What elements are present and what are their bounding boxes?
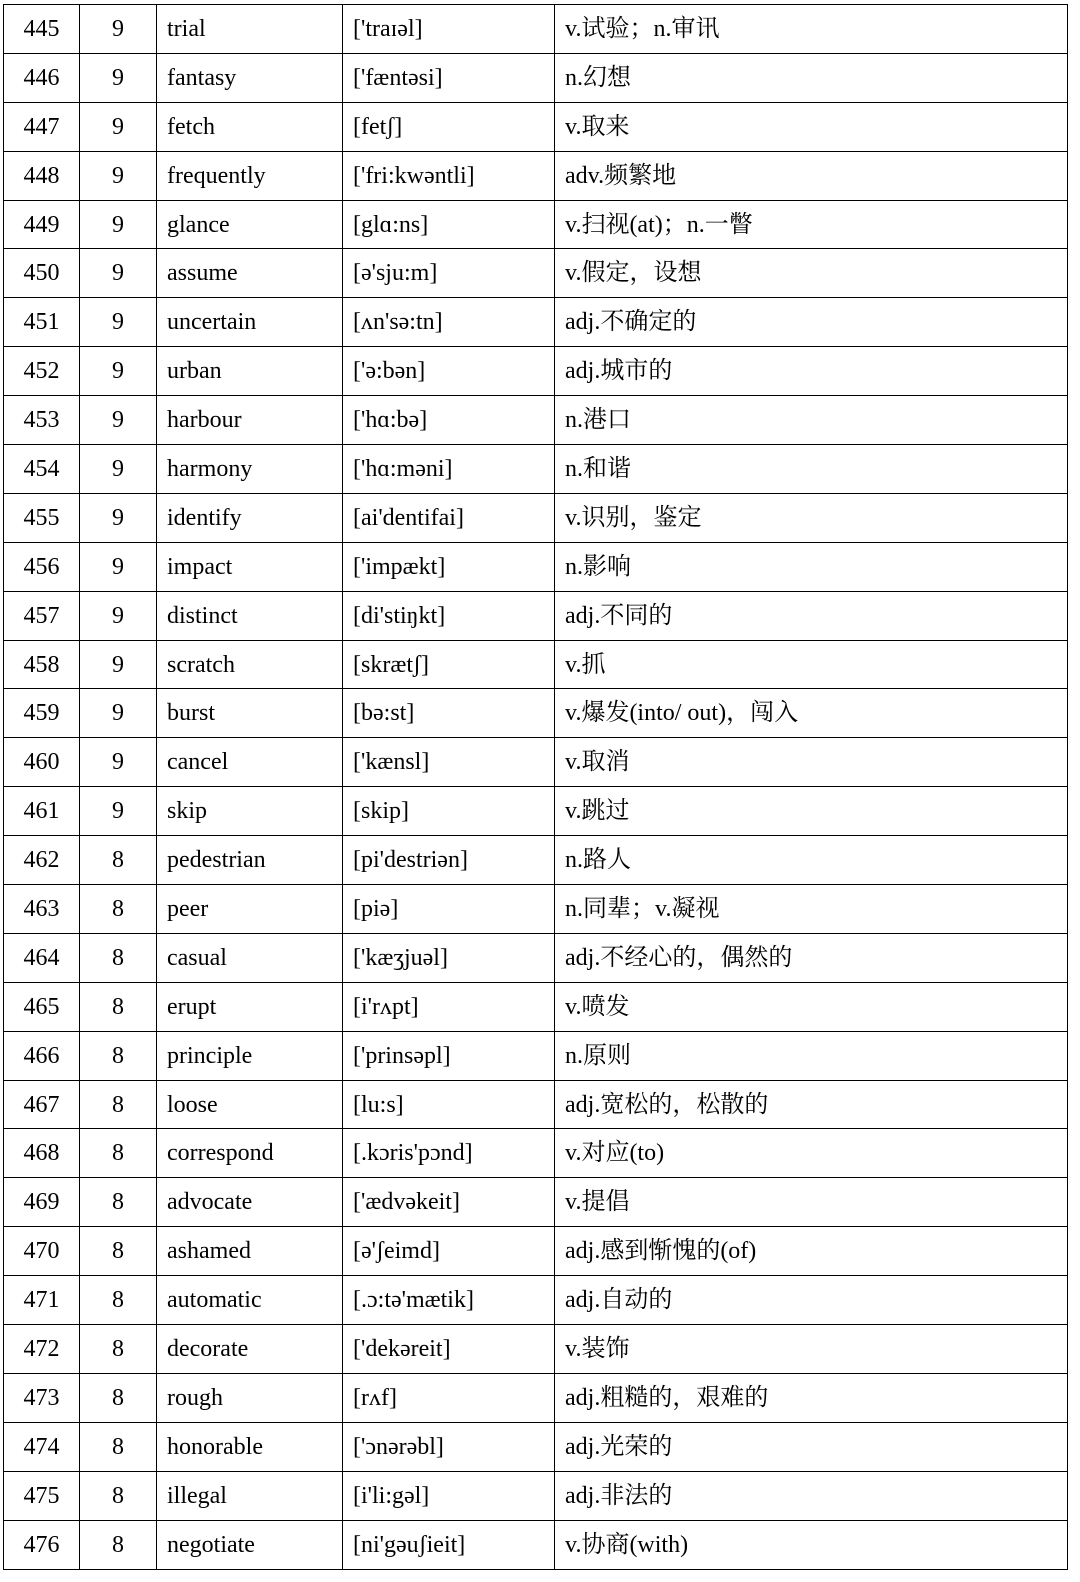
entry-phonetic: [bə:st] (343, 689, 555, 738)
entry-meaning: v.装饰 (555, 1325, 1068, 1374)
table-row (4, 1276, 1068, 1325)
entry-phonetic: [.kɔris'pɔnd] (343, 1129, 555, 1178)
entry-frequency: 9 (80, 738, 157, 787)
table-row (4, 1031, 1068, 1080)
entry-word: cancel (157, 738, 343, 787)
entry-number: 445 (4, 5, 80, 54)
entry-word: automatic (157, 1276, 343, 1325)
entry-word: pedestrian (157, 836, 343, 885)
entry-phonetic: [ai'dentifai] (343, 493, 555, 542)
table-row (4, 200, 1068, 249)
entry-number: 448 (4, 151, 80, 200)
entry-number: 464 (4, 933, 80, 982)
entry-phonetic: ['prinsəpl] (343, 1031, 555, 1080)
entry-frequency: 9 (80, 445, 157, 494)
entry-meaning: v.试验；n.审讯 (555, 5, 1068, 54)
entry-number: 447 (4, 102, 80, 151)
entry-word: erupt (157, 982, 343, 1031)
entry-number: 451 (4, 298, 80, 347)
entry-meaning: adj.城市的 (555, 347, 1068, 396)
table-row (4, 445, 1068, 494)
entry-phonetic: [lu:s] (343, 1080, 555, 1129)
entry-frequency: 8 (80, 1422, 157, 1471)
entry-frequency: 9 (80, 5, 157, 54)
table-row (4, 102, 1068, 151)
entry-frequency: 8 (80, 1178, 157, 1227)
entry-frequency: 8 (80, 1373, 157, 1422)
entry-phonetic: ['kænsl] (343, 738, 555, 787)
table-row (4, 1129, 1068, 1178)
entry-number: 467 (4, 1080, 80, 1129)
entry-meaning: v.抓 (555, 640, 1068, 689)
entry-phonetic: [fetʃ] (343, 102, 555, 151)
entry-meaning: v.提倡 (555, 1178, 1068, 1227)
entry-phonetic: ['ə:bən] (343, 347, 555, 396)
vocabulary-table-body (4, 5, 1068, 1570)
entry-meaning: adj.不确定的 (555, 298, 1068, 347)
entry-frequency: 9 (80, 640, 157, 689)
entry-word: loose (157, 1080, 343, 1129)
table-row (4, 933, 1068, 982)
table-row (4, 836, 1068, 885)
entry-frequency: 8 (80, 1080, 157, 1129)
entry-frequency: 8 (80, 1471, 157, 1520)
entry-word: honorable (157, 1422, 343, 1471)
entry-word: advocate (157, 1178, 343, 1227)
entry-word: frequently (157, 151, 343, 200)
entry-frequency: 9 (80, 493, 157, 542)
vocabulary-table (3, 4, 1068, 1570)
entry-meaning: v.对应(to) (555, 1129, 1068, 1178)
entry-word: assume (157, 249, 343, 298)
entry-number: 459 (4, 689, 80, 738)
entry-word: fetch (157, 102, 343, 151)
entry-number: 463 (4, 885, 80, 934)
table-row (4, 591, 1068, 640)
entry-phonetic: ['dekəreit] (343, 1325, 555, 1374)
entry-word: urban (157, 347, 343, 396)
table-row (4, 53, 1068, 102)
entry-number: 475 (4, 1471, 80, 1520)
entry-meaning: adj.宽松的，松散的 (555, 1080, 1068, 1129)
entry-frequency: 8 (80, 1276, 157, 1325)
entry-phonetic: [skip] (343, 787, 555, 836)
entry-phonetic: [.ɔ:tə'mætik] (343, 1276, 555, 1325)
entry-frequency: 9 (80, 542, 157, 591)
entry-number: 457 (4, 591, 80, 640)
table-row (4, 885, 1068, 934)
entry-meaning: adj.不同的 (555, 591, 1068, 640)
entry-word: illegal (157, 1471, 343, 1520)
entry-word: distinct (157, 591, 343, 640)
entry-word: negotiate (157, 1520, 343, 1569)
entry-phonetic: [ni'gəuʃieit] (343, 1520, 555, 1569)
entry-meaning: n.港口 (555, 396, 1068, 445)
entry-number: 465 (4, 982, 80, 1031)
entry-meaning: n.影响 (555, 542, 1068, 591)
table-row (4, 787, 1068, 836)
entry-number: 460 (4, 738, 80, 787)
table-row (4, 1471, 1068, 1520)
entry-frequency: 9 (80, 151, 157, 200)
entry-word: casual (157, 933, 343, 982)
entry-meaning: v.取来 (555, 102, 1068, 151)
entry-meaning: v.取消 (555, 738, 1068, 787)
entry-frequency: 9 (80, 102, 157, 151)
entry-meaning: v.喷发 (555, 982, 1068, 1031)
entry-number: 466 (4, 1031, 80, 1080)
entry-phonetic: ['fæntəsi] (343, 53, 555, 102)
entry-word: skip (157, 787, 343, 836)
entry-frequency: 9 (80, 200, 157, 249)
entry-number: 454 (4, 445, 80, 494)
entry-word: harmony (157, 445, 343, 494)
table-row (4, 298, 1068, 347)
entry-phonetic: ['fri:kwəntli] (343, 151, 555, 200)
entry-frequency: 8 (80, 1227, 157, 1276)
entry-phonetic: ['kæʒjuəl] (343, 933, 555, 982)
entry-number: 469 (4, 1178, 80, 1227)
entry-phonetic: ['traɪəl] (343, 5, 555, 54)
entry-word: impact (157, 542, 343, 591)
entry-meaning: adj.不经心的，偶然的 (555, 933, 1068, 982)
table-row (4, 249, 1068, 298)
entry-meaning: adv.频繁地 (555, 151, 1068, 200)
table-row (4, 5, 1068, 54)
entry-number: 462 (4, 836, 80, 885)
entry-word: rough (157, 1373, 343, 1422)
entry-frequency: 8 (80, 1031, 157, 1080)
table-row (4, 347, 1068, 396)
entry-frequency: 8 (80, 982, 157, 1031)
entry-meaning: adj.感到惭愧的(of) (555, 1227, 1068, 1276)
entry-word: harbour (157, 396, 343, 445)
table-row (4, 542, 1068, 591)
entry-number: 473 (4, 1373, 80, 1422)
entry-word: ashamed (157, 1227, 343, 1276)
table-row (4, 396, 1068, 445)
entry-number: 474 (4, 1422, 80, 1471)
entry-phonetic: [skrætʃ] (343, 640, 555, 689)
entry-word: fantasy (157, 53, 343, 102)
entry-phonetic: ['ɔnərəbl] (343, 1422, 555, 1471)
entry-meaning: adj.粗糙的，艰难的 (555, 1373, 1068, 1422)
entry-phonetic: [ʌn'sə:tn] (343, 298, 555, 347)
table-row (4, 493, 1068, 542)
table-row (4, 1373, 1068, 1422)
entry-number: 452 (4, 347, 80, 396)
entry-number: 455 (4, 493, 80, 542)
entry-frequency: 8 (80, 1129, 157, 1178)
entry-word: principle (157, 1031, 343, 1080)
entry-word: burst (157, 689, 343, 738)
table-row (4, 1080, 1068, 1129)
table-row (4, 982, 1068, 1031)
entry-meaning: adj.非法的 (555, 1471, 1068, 1520)
entry-phonetic: [glɑ:ns] (343, 200, 555, 249)
table-row (4, 151, 1068, 200)
entry-word: scratch (157, 640, 343, 689)
entry-meaning: v.跳过 (555, 787, 1068, 836)
entry-frequency: 9 (80, 249, 157, 298)
entry-number: 449 (4, 200, 80, 249)
entry-frequency: 8 (80, 933, 157, 982)
entry-meaning: v.爆发(into/ out)，闯入 (555, 689, 1068, 738)
entry-number: 458 (4, 640, 80, 689)
entry-word: identify (157, 493, 343, 542)
entry-phonetic: [i'li:gəl] (343, 1471, 555, 1520)
entry-meaning: n.原则 (555, 1031, 1068, 1080)
entry-phonetic: ['ædvəkeit] (343, 1178, 555, 1227)
entry-number: 450 (4, 249, 80, 298)
entry-phonetic: [pi'destriən] (343, 836, 555, 885)
entry-meaning: n.幻想 (555, 53, 1068, 102)
entry-meaning: v.协商(with) (555, 1520, 1068, 1569)
entry-frequency: 9 (80, 396, 157, 445)
entry-frequency: 8 (80, 1325, 157, 1374)
entry-frequency: 9 (80, 53, 157, 102)
entry-frequency: 8 (80, 836, 157, 885)
entry-meaning: n.同辈；v.凝视 (555, 885, 1068, 934)
entry-phonetic: [rʌf] (343, 1373, 555, 1422)
entry-word: peer (157, 885, 343, 934)
entry-word: glance (157, 200, 343, 249)
entry-word: uncertain (157, 298, 343, 347)
entry-meaning: adj.自动的 (555, 1276, 1068, 1325)
table-row (4, 738, 1068, 787)
entry-meaning: v.识别，鉴定 (555, 493, 1068, 542)
entry-phonetic: ['hɑ:bə] (343, 396, 555, 445)
entry-number: 453 (4, 396, 80, 445)
entry-phonetic: [ə'ʃeimd] (343, 1227, 555, 1276)
entry-meaning: v.扫视(at)；n.一瞥 (555, 200, 1068, 249)
entry-number: 476 (4, 1520, 80, 1569)
table-row (4, 1227, 1068, 1276)
entry-frequency: 9 (80, 347, 157, 396)
table-row (4, 1520, 1068, 1569)
entry-number: 446 (4, 53, 80, 102)
entry-word: correspond (157, 1129, 343, 1178)
entry-word: trial (157, 5, 343, 54)
entry-phonetic: ['impækt] (343, 542, 555, 591)
entry-frequency: 9 (80, 591, 157, 640)
entry-phonetic: ['hɑ:məni] (343, 445, 555, 494)
entry-frequency: 9 (80, 298, 157, 347)
entry-number: 471 (4, 1276, 80, 1325)
entry-phonetic: [di'stiŋkt] (343, 591, 555, 640)
entry-phonetic: [ə'sju:m] (343, 249, 555, 298)
table-row (4, 1325, 1068, 1374)
entry-number: 468 (4, 1129, 80, 1178)
entry-phonetic: [piə] (343, 885, 555, 934)
entry-number: 472 (4, 1325, 80, 1374)
entry-frequency: 9 (80, 787, 157, 836)
entry-meaning: adj.光荣的 (555, 1422, 1068, 1471)
entry-number: 456 (4, 542, 80, 591)
table-row (4, 1422, 1068, 1471)
entry-number: 461 (4, 787, 80, 836)
entry-meaning: v.假定，设想 (555, 249, 1068, 298)
entry-word: decorate (157, 1325, 343, 1374)
entry-frequency: 8 (80, 885, 157, 934)
table-row (4, 1178, 1068, 1227)
entry-meaning: n.和谐 (555, 445, 1068, 494)
entry-frequency: 9 (80, 689, 157, 738)
entry-number: 470 (4, 1227, 80, 1276)
entry-phonetic: [i'rʌpt] (343, 982, 555, 1031)
entry-frequency: 8 (80, 1520, 157, 1569)
table-row (4, 689, 1068, 738)
entry-meaning: n.路人 (555, 836, 1068, 885)
table-row (4, 640, 1068, 689)
